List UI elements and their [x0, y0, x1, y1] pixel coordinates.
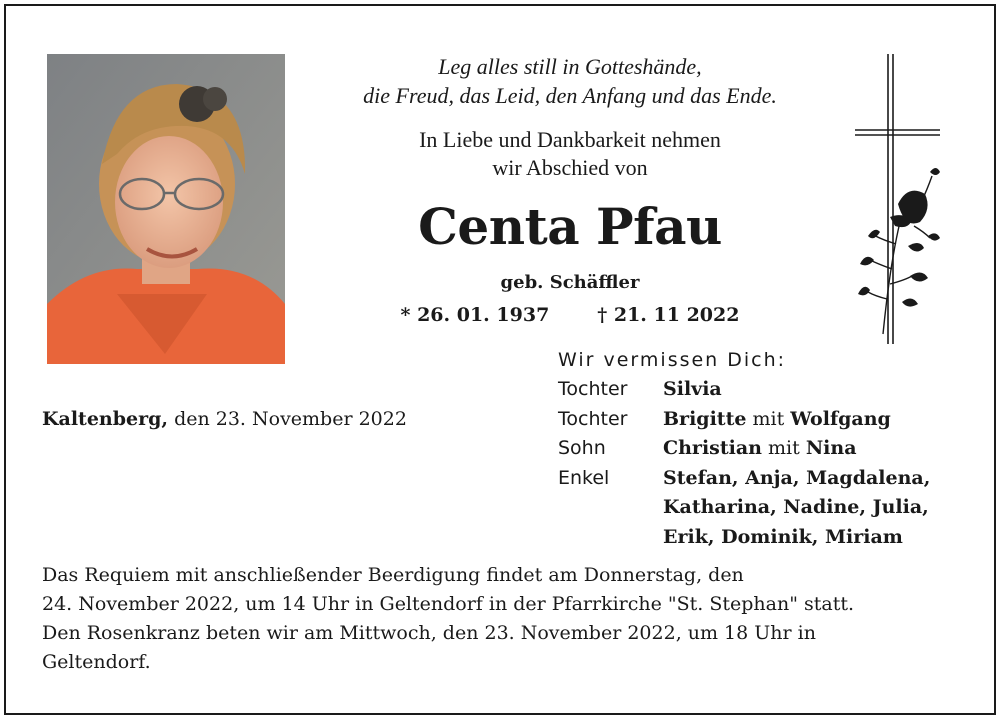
notice-line: 24. November 2022, um 14 Uhr in Geltendorf in der Pfarrkirche "St. Stephan" statt.	[42, 593, 855, 615]
intro-line: wir Abschied von	[492, 155, 648, 180]
deceased-name: Centa Pfau	[418, 197, 722, 256]
portrait-illustration	[47, 54, 285, 364]
joiner: mit	[768, 437, 800, 459]
verse-line: Leg alles still in Gotteshände,	[438, 54, 702, 79]
joiner: mit	[752, 407, 785, 430]
family-name: Silvia	[663, 378, 722, 400]
place-and-date	[42, 405, 407, 433]
cross-with-rose-icon	[850, 54, 950, 344]
funeral-notice	[42, 561, 962, 677]
family-name: Stefan, Anja, Magdalena,	[663, 466, 931, 489]
farewell-intro	[300, 126, 840, 182]
family-names	[663, 493, 929, 523]
date: den 23. November 2022	[174, 408, 407, 430]
birth-date: * 26. 01. 1937	[400, 304, 550, 326]
place: Kaltenberg,	[42, 408, 169, 430]
family-name: Brigitte	[663, 407, 747, 430]
intro-line: In Liebe und Dankbarkeit nehmen	[419, 127, 721, 152]
life-dates	[300, 302, 840, 328]
relation-label: Enkel	[558, 466, 610, 489]
family-name: Wolfgang	[790, 407, 891, 430]
family-name: Erik, Dominik, Miriam	[663, 525, 903, 548]
notice-line: Das Requiem mit anschließender Beerdigung findet am Donnerstag, den	[42, 564, 744, 586]
family-names	[663, 434, 857, 464]
family-names	[663, 405, 891, 435]
relation-label: Tochter	[558, 378, 628, 400]
death-date: † 21. 11 2022	[597, 304, 740, 326]
family-name: Katharina, Nadine, Julia,	[663, 496, 929, 518]
maiden-name: geb. Schäffler	[500, 272, 640, 293]
family-names	[663, 464, 930, 494]
family-names	[663, 375, 722, 405]
family-names	[663, 523, 903, 553]
notice-line: Den Rosenkranz beten wir am Mittwoch, den 23. November 2022, um 18 Uhr in	[42, 622, 816, 644]
family-name: Christian	[663, 437, 762, 459]
verse	[300, 52, 840, 110]
relation-label: Tochter	[558, 407, 628, 430]
portrait-photo	[47, 54, 285, 364]
verse-line: die Freud, das Leid, den Anfang und das Ende.	[363, 83, 777, 108]
notice-line: Geltendorf.	[42, 651, 151, 673]
family-name: Nina	[805, 437, 857, 459]
relation-label: Sohn	[558, 437, 606, 459]
family-heading: Wir vermissen Dich:	[558, 349, 787, 371]
